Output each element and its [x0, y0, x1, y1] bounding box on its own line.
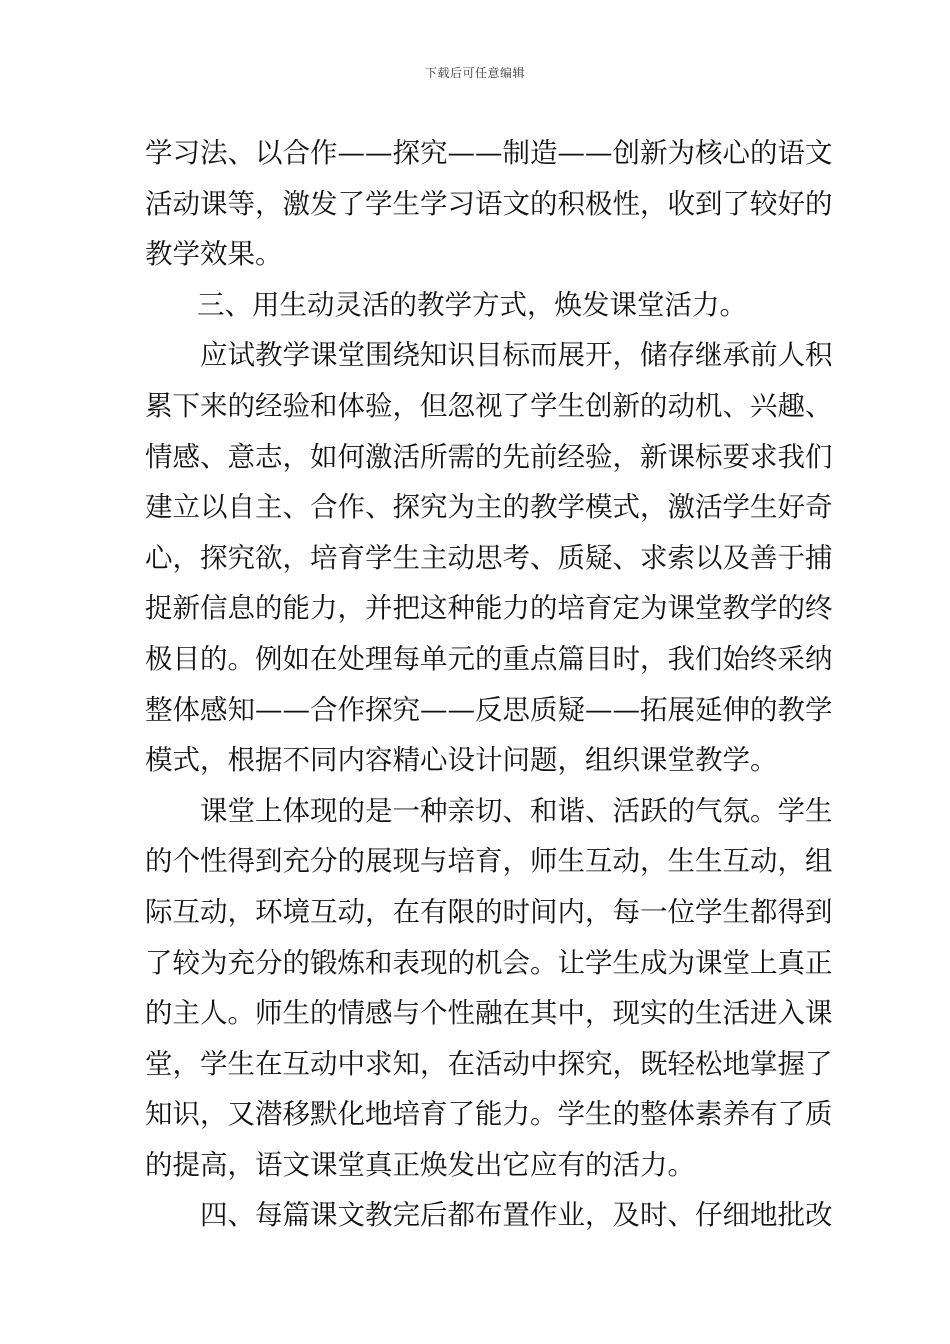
text-line: 累下来的经验和体验，但忽视了学生创新的动机、兴趣、: [145, 389, 833, 422]
page-header: 下载后可任意编辑: [424, 66, 525, 80]
text-line: 的提高，语文课堂真正焕发出它应有的活力。: [145, 1148, 695, 1181]
text-line: 堂，学生在互动中求知，在活动中探究，既轻松地掌握了: [145, 1047, 833, 1080]
section-heading: 四、每篇课文教完后都布置作业，及时、仔细地批改: [200, 1199, 833, 1232]
text-line: 了较为充分的锻炼和表现的机会。让学生成为课堂上真正: [145, 946, 833, 979]
text-line: 学习法、以合作——探究——制造——创新为核心的语文: [145, 137, 833, 169]
text-line: 捉新信息的能力，并把这种能力的培育定为课堂教学的终: [145, 592, 833, 625]
text-line: 应试教学课堂围绕知识目标而展开，储存继承前人积: [200, 339, 833, 372]
section-heading: 三、用生动灵活的教学方式，焕发课堂活力。: [197, 288, 747, 321]
text-line: 的个性得到充分的展现与培育，师生互动，生生互动，组: [145, 845, 833, 878]
text-line: 课堂上体现的是一种亲切、和谐、活跃的气氛。学生: [200, 794, 833, 827]
text-line: 模式，根据不同内容精心设计问题，组织课堂教学。: [145, 744, 778, 777]
text-line: 知识，又潜移默化地培育了能力。学生的整体素养有了质: [145, 1098, 833, 1131]
text-line: 情感、意志，如何激活所需的先前经验，新课标要求我们: [145, 440, 833, 473]
text-line: 极目的。例如在处理每单元的重点篇目时，我们始终采纳: [145, 642, 833, 675]
text-line: 心，探究欲，培育学生主动思考、质疑、求索以及善于捕: [145, 541, 833, 574]
document-body: [145, 128, 833, 1241]
text-line: 教学效果。: [145, 238, 283, 271]
text-line: 整体感知——合作探究——反思质疑——拓展延伸的教学: [145, 693, 833, 726]
text-line: 活动课等，激发了学生学习语文的积极性，收到了较好的: [145, 187, 833, 220]
text-line: 建立以自主、合作、探究为主的教学模式，激活学生好奇: [145, 491, 833, 524]
text-line: 际互动，环境互动，在有限的时间内，每一位学生都得到: [145, 895, 833, 928]
text-line: 的主人。师生的情感与个性融在其中，现实的生活进入课: [145, 997, 833, 1030]
